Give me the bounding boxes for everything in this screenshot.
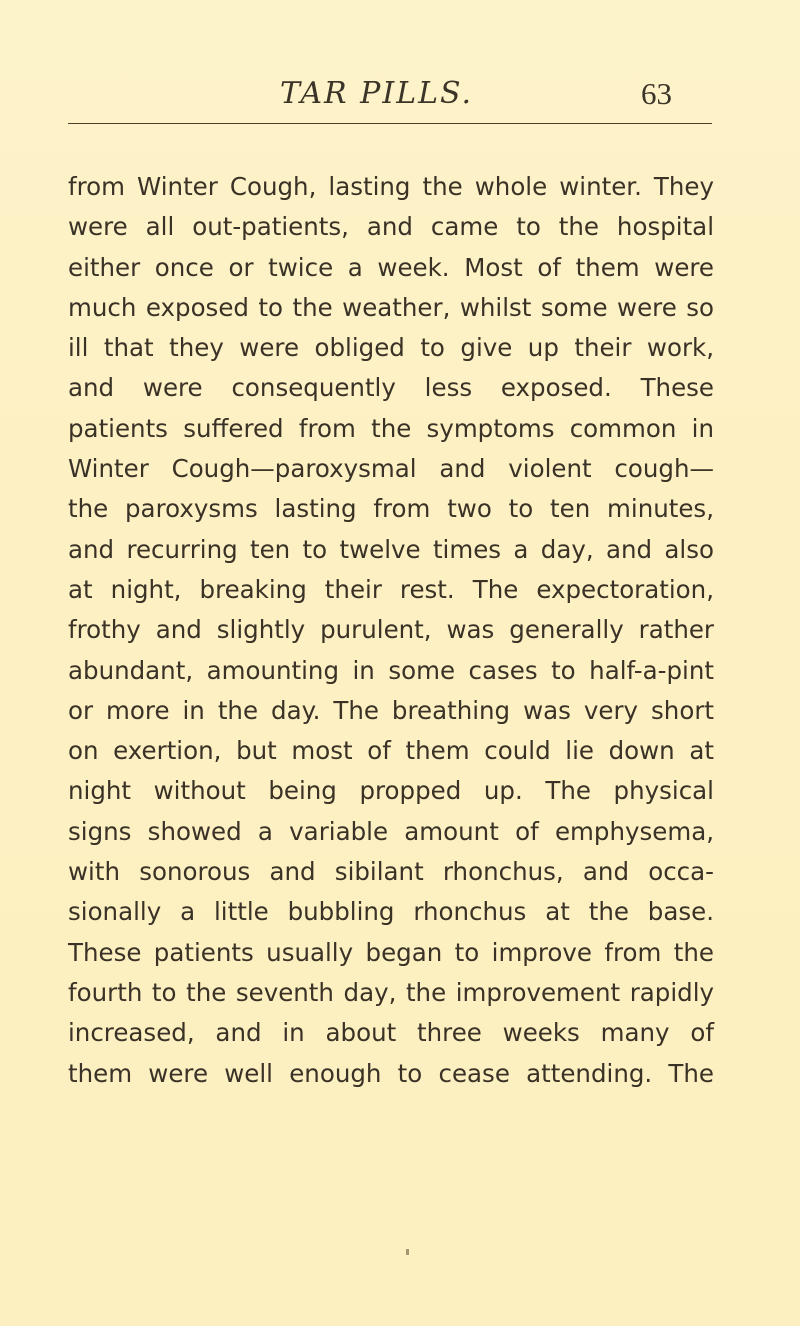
text-line: fourth to the seventh day, the improvement rapidly bbox=[68, 977, 714, 1007]
text-line: signs showed a variable amount of emphysema, bbox=[68, 816, 714, 846]
text-line: them were well enough to cease attending. The bbox=[68, 1058, 714, 1088]
text-line: and recurring ten to twelve times a day, and also bbox=[68, 534, 714, 564]
text-line: night without being propped up. The physical bbox=[68, 776, 714, 806]
text-line: Winter Cough—paroxysmal and violent cough— bbox=[68, 454, 714, 484]
body-paragraph bbox=[68, 167, 714, 1094]
text-line: at night, breaking their rest. The expectoration, bbox=[68, 574, 714, 604]
text-line: were all out-patients, and came to the hospital bbox=[68, 212, 714, 242]
text-line: and were consequently less exposed. These bbox=[68, 373, 714, 403]
text-line: either once or twice a week. Most of them were bbox=[68, 252, 714, 282]
text-line: sionally a little bubbling rhonchus at the base. bbox=[68, 897, 714, 927]
page-number: 63 bbox=[641, 76, 672, 111]
running-head bbox=[68, 76, 714, 126]
text-line: frothy and slightly purulent, was generally rather bbox=[68, 615, 714, 645]
text-line: on exertion, but most of them could lie down at bbox=[68, 736, 714, 766]
text-line: with sonorous and sibilant rhonchus, and occa- bbox=[68, 857, 714, 887]
text-line: the paroxysms lasting from two to ten minutes, bbox=[68, 494, 714, 524]
text-line: These patients usually began to improve from the bbox=[68, 937, 714, 967]
text-line: abundant, amounting in some cases to half-a-pint bbox=[68, 655, 714, 685]
text-line: patients suffered from the symptoms common in bbox=[68, 413, 714, 443]
text-line: increased, and in about three weeks many of bbox=[68, 1018, 714, 1048]
text-line: or more in the day. The breathing was very short bbox=[68, 695, 714, 725]
text-line: ill that they were obliged to give up their work, bbox=[68, 333, 714, 363]
text-line: much exposed to the weather, whilst some were so bbox=[68, 292, 714, 322]
running-head-title: TAR PILLS. bbox=[280, 76, 474, 111]
text-line: from Winter Cough, lasting the whole winter. They bbox=[68, 172, 714, 201]
ink-speck bbox=[406, 1249, 409, 1255]
header-rule bbox=[68, 123, 712, 124]
